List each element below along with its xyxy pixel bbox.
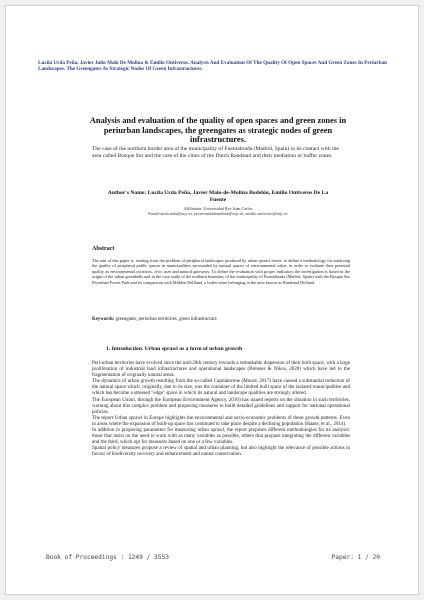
body-paragraph: In addition to proposing parameters for measuring urban sprawl, the report proposes different methodologies for its analysis: those that insist on the need to work with as many variables as possible, others that propose integrating the different variables and the third, which opt for measures based on one or a few variables. bbox=[92, 427, 350, 446]
author-names: Author's Name: Lucila Urda Peña, Javier Malo-de-Molina Bodelón, Emilio Ontiveros De La Fuente bbox=[107, 190, 329, 203]
paper-subtitle: The case of the northern border area of the municipality of Fuenlabrada (Madrid, Spain) in its contact with the area called Bosque Sur and the case of the cities of the Dutch Randstad and their mediation or buffer zones. bbox=[92, 146, 339, 159]
body-paragraph: Spatial policy measures propose a review of spatial and urban planning, but also highlight the relevance of possible actions in favour of biodiversity recovery and enhancement and nature conservation. bbox=[92, 445, 350, 458]
body-paragraph: The report Urban sprawl in Europe highlights the environmental and socio-economic problems of these growth patterns. Even in areas where the expansion of built-up space has continued to take place despite a declining population (Haase, et al., 2014). bbox=[92, 414, 350, 427]
keywords-label: Keywords: bbox=[92, 317, 115, 322]
paper-page-number: Paper: 1 / 20 bbox=[331, 554, 380, 561]
abstract-heading: Abstract bbox=[92, 246, 115, 252]
page-frame bbox=[5, 5, 419, 595]
proceedings-page-number: Book of Proceedings : 1249 / 3553 bbox=[46, 554, 169, 561]
body-paragraph: The European Union, through the European Environment Agency, 2016) has issued reports on the situation in such territories, warning about this complex problem and proposing measures to build detailed guidelines and support for national operational policies. bbox=[92, 396, 350, 415]
paper-title: Analysis and evaluation of the quality of open spaces and green zones in periurban landscapes, the greengates as strategic nodes of green infrastructures. bbox=[89, 116, 347, 145]
abstract-text: The aim of this paper is, starting from the problem of peripheral landscapes produced by urban sprawl forms, to define a methodology for analysing the quality of peripheral public spaces in municipalities surrounded by natural spaces of environmental value, in order to evaluate their potential quality as environmental corridors, civic uses and natural gateways. To define the evaluation with proper indicators the investigation is based in the origin of the urban greenbelts and in the case study of the northern boundary of the municipality of Fuenlabrada (Madrid, Spain) with the Bosque Sur Periurban Forest Park and its comparison with Midden Delfland, a buffer-zone belonging to the area known as Randstad Holland. bbox=[92, 258, 350, 285]
body-text bbox=[92, 360, 350, 458]
running-head: Lucila Urda Peña, Javier Julio Malo De Molina & Emilio Ontiveros. Analysis And Evaluation Of The Quality Of Open Spaces And Green Zones In Periurban Landscapes. The Greengates As Strategic Nodes Of Green Infrastructures. bbox=[38, 60, 387, 73]
body-paragraph: Peri-urban territories have evolved since the mid-20th century towards a remarkable dispersion of their built space, with a large proliferation of industrial land infrastructures and operational landscapes (Brenner & Nikos, 2020) which have led to the fragmentation of originally natural areas. bbox=[92, 360, 350, 379]
section-heading: 1. Introduction. Urban sprawl as a form of urban growth bbox=[106, 346, 243, 352]
author-emails: Email:lucila.urda@urjc.es, javier.malodemolina@urjc.es, emilio.ontiveros@urjc.es bbox=[148, 211, 288, 217]
affiliation: Affiliation: Universidad Rey Juan Carlos bbox=[183, 206, 253, 211]
affiliation-block bbox=[104, 206, 332, 216]
keywords-values: greengates, periurban territories, green infrastructure bbox=[115, 317, 217, 322]
body-paragraph: The dynamics of urban growth resulting from the so-called Capitalocene (Moore, 2017) have caused a substantial reduction of the natural space which, originally, due to its size, was the container of the limited built space of the isolated municipalities and which has become a stressed "edge" space in which its natural and landscape qualities are strongly altered. bbox=[92, 378, 350, 397]
keywords-line bbox=[92, 317, 352, 322]
